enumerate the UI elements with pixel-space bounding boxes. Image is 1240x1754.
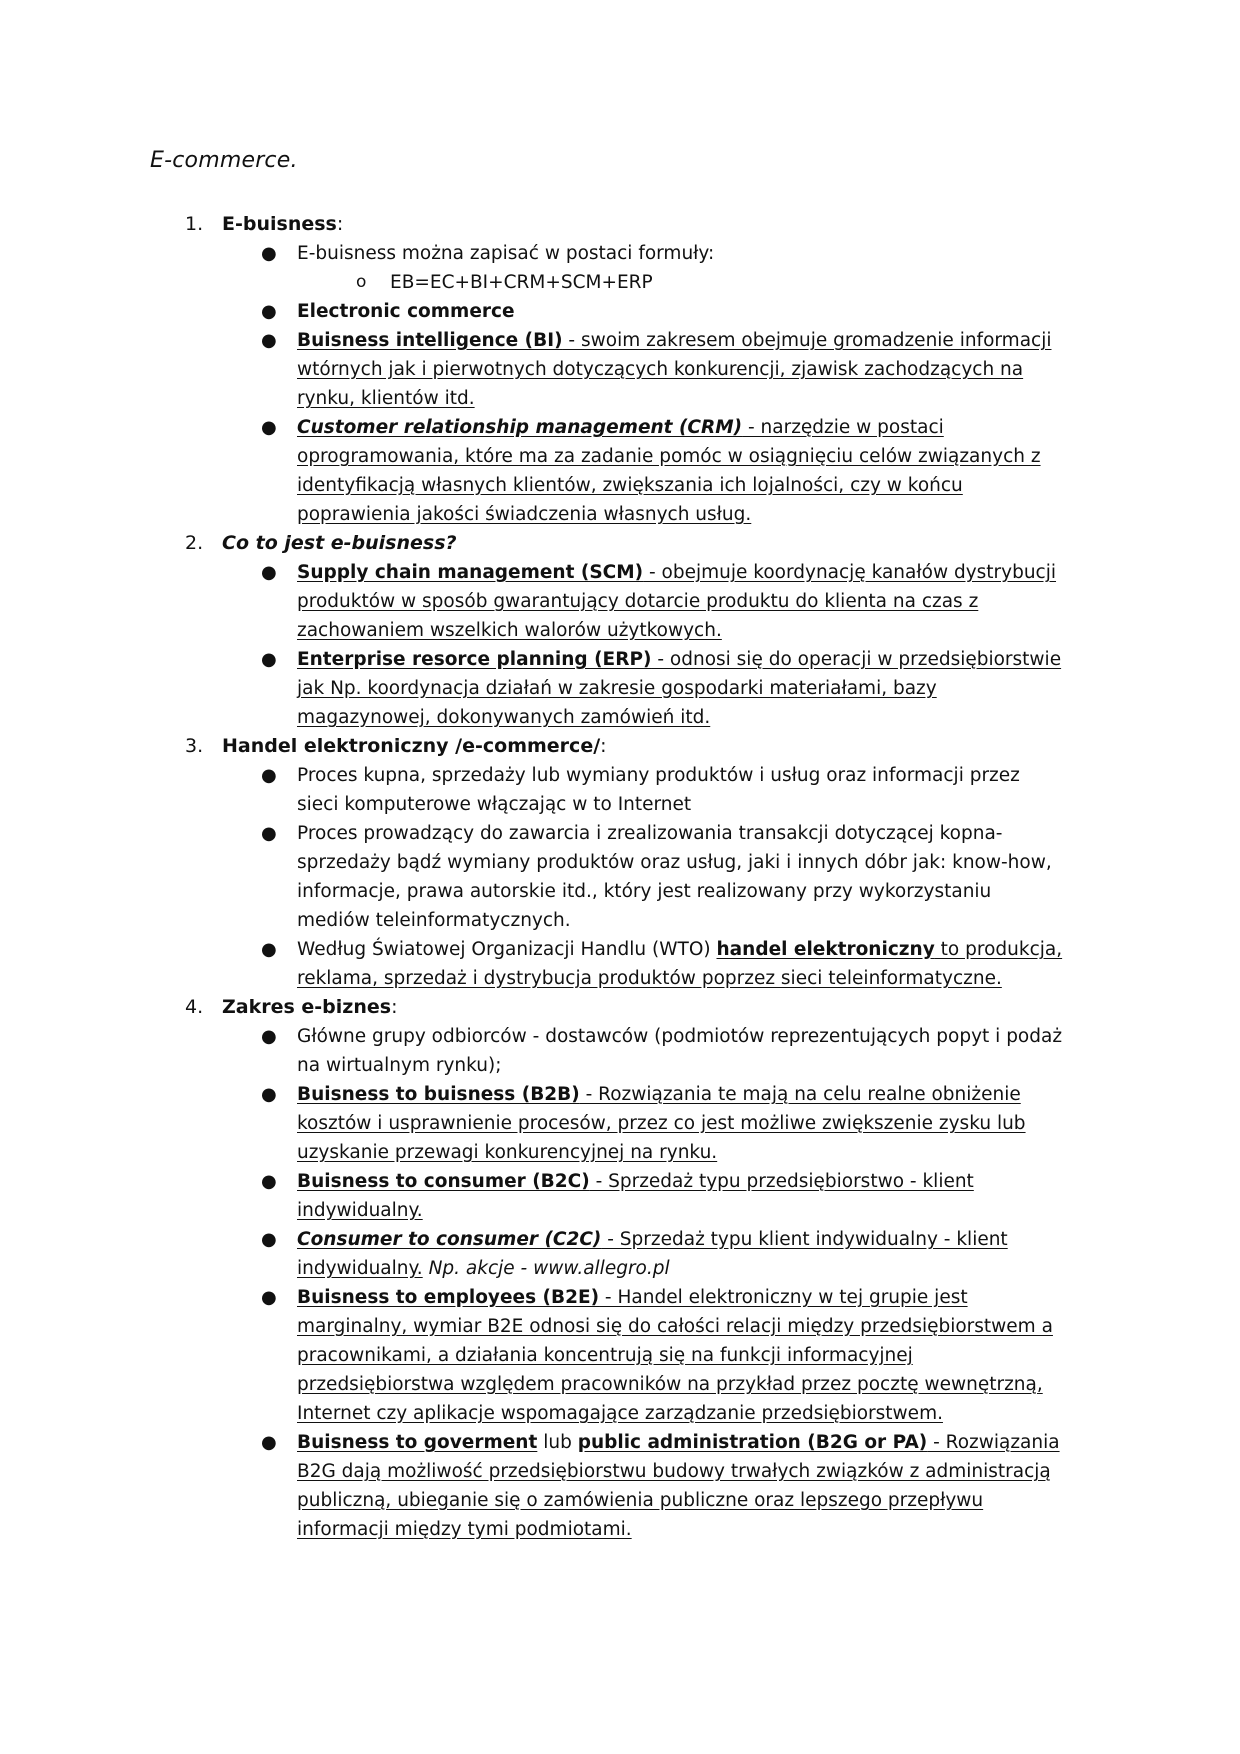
- item-text: - obejmuje koordynację kanałów dystrybucji produktów w sposób gwarantujący dotarcie produktu do klienta na czas z zachowaniem wszelkich walorów użytkowych.: [297, 562, 1057, 641]
- bullet-icon: ●: [261, 1432, 277, 1453]
- heading-suffix: :: [600, 735, 607, 757]
- item-term: public administration (B2G or PA): [577, 1432, 928, 1453]
- item-term: Customer relationship management (CRM): [297, 417, 743, 438]
- list-item: [261, 413, 1067, 529]
- list-item: [261, 819, 1067, 935]
- section-heading: [222, 732, 1240, 761]
- section-number: 4.: [185, 996, 204, 1018]
- item-example: Np. akcje - www.allegro.pl: [422, 1258, 670, 1279]
- heading-text: Handel elektroniczny /e-commerce/: [222, 735, 601, 757]
- heading-suffix: :: [391, 996, 398, 1018]
- bullet-icon: ●: [261, 562, 277, 583]
- section-number: 1.: [185, 213, 204, 235]
- item-text: Proces kupna, sprzedaży lub wymiany produktów i usług oraz informacji przez sieci komputerowe włączając w to Internet: [297, 765, 1020, 815]
- circle-bullet-icon: o: [356, 272, 367, 292]
- bullet-list: [0, 558, 1240, 732]
- bullet-icon: ●: [261, 939, 277, 960]
- section-heading: [222, 529, 1240, 558]
- bullet-icon: ●: [261, 330, 277, 351]
- item-text: - swoim zakresem obejmuje gromadzenie informacji wtórnych jak i pierwotnych dotyczących konkurencji, zjawisk zachodzących na rynku, klientów itd.: [297, 330, 1052, 409]
- bullet-icon: ●: [261, 417, 277, 438]
- item-text: - Rozwiązania B2G dają możliwość przedsiębiorstwu budowy trwałych związków z administracją publiczną, ubieganie się o zamówienia publiczne oraz lepszego przepływu informacji między tymi podmiotami.: [297, 1432, 1060, 1540]
- section-1: [0, 210, 1240, 529]
- bullet-list: [0, 239, 1240, 529]
- section-number: 2.: [185, 532, 204, 554]
- bullet-icon: ●: [261, 243, 277, 264]
- bullet-icon: ●: [261, 1084, 277, 1105]
- section-2: [0, 529, 1240, 732]
- numbered-outline: [0, 210, 1240, 1544]
- list-item: [261, 761, 1067, 819]
- item-term: Buisness to buisness (B2B): [297, 1084, 580, 1105]
- list-item: [261, 645, 1067, 732]
- bullet-icon: ●: [261, 649, 277, 670]
- list-item: [261, 1428, 1067, 1544]
- item-text: - narzędzie w postaci oprogramowania, które ma za zadanie pomóc w osiągnięciu celów związanych z identyfikacją własnych klientów, zwiększania ich lojalności, czy w końcu poprawienia jakości świadczenia własnych usług.: [297, 417, 1041, 525]
- formula-text: EB=EC+BI+CRM+SCM+ERP: [390, 272, 653, 293]
- item-text: lub: [537, 1432, 578, 1453]
- heading-text: Zakres e-biznes: [222, 996, 392, 1018]
- heading-text: E-buisness: [222, 213, 337, 235]
- item-text: - Sprzedaż typu klient indywidualny - klient indywidualny.: [297, 1229, 1008, 1279]
- bullet-icon: ●: [261, 823, 277, 844]
- item-text: Główne grupy odbiorców - dostawców (podmiotów reprezentujących popyt i podaż na wirtualnym rynku);: [297, 1026, 1063, 1076]
- item-text: - Rozwiązania te mają na celu realne obniżenie kosztów i usprawnienie procesów, przez co jest możliwe zwiększenie zysku lub uzyskanie przewagi konkurencyjnej na rynku.: [297, 1084, 1026, 1163]
- list-item: [261, 1167, 1067, 1225]
- item-text: E-buisness można zapisać w postaci formuły:: [297, 243, 715, 264]
- bullet-list: [0, 761, 1240, 993]
- item-term: Enterprise resorce planning (ERP): [297, 649, 652, 670]
- item-term: Supply chain management (SCM): [297, 562, 644, 583]
- section-4: [0, 993, 1240, 1544]
- item-term: Buisness intelligence (BI): [297, 330, 563, 351]
- bullet-icon: ●: [261, 301, 277, 322]
- bullet-icon: ●: [261, 765, 277, 786]
- bullet-icon: ●: [261, 1026, 277, 1047]
- sub-list-item: [356, 268, 1240, 297]
- list-item: [261, 239, 1067, 268]
- item-text: - odnosi się do operacji w przedsiębiorstwie jak Np. koordynacja działań w zakresie gospodarki materiałami, bazy magazynowej, dokonywanych zamówień itd.: [297, 649, 1062, 728]
- section-number: 3.: [185, 735, 204, 757]
- bullet-icon: ●: [261, 1229, 277, 1250]
- section-3: [0, 732, 1240, 993]
- item-term: Electronic commerce: [297, 301, 515, 322]
- heading-suffix: :: [336, 213, 344, 235]
- bullet-list: [0, 1022, 1240, 1544]
- list-item: [261, 326, 1067, 413]
- heading-text: Co to jest e-buisness?: [222, 532, 457, 554]
- list-item: [261, 297, 1067, 326]
- item-text: Według Światowej Organizacji Handlu (WTO): [297, 939, 717, 960]
- item-term: handel elektroniczny: [716, 939, 935, 960]
- list-item: [261, 1022, 1067, 1080]
- section-heading: [222, 993, 1240, 1022]
- item-term: Consumer to consumer (C2C): [297, 1229, 602, 1250]
- list-item: [261, 1283, 1067, 1428]
- item-term: Buisness to employees (B2E): [297, 1287, 600, 1308]
- list-item: [261, 1080, 1067, 1167]
- item-text: to produkcja, reklama, sprzedaż i dystrybucja produktów poprzez sieci teleinformatyczne.: [297, 939, 1063, 989]
- list-item: [261, 558, 1067, 645]
- bullet-icon: ●: [261, 1171, 277, 1192]
- item-term: Buisness to consumer (B2C): [297, 1171, 590, 1192]
- section-heading: [222, 210, 1240, 239]
- item-text: - Sprzedaż typu przedsiębiorstwo - klient indywidualny.: [297, 1171, 974, 1221]
- item-term: Buisness to goverment: [297, 1432, 538, 1453]
- item-text: - Handel elektroniczny w tej grupie jest marginalny, wymiar B2E odnosi się do całości relacji między przedsiębiorstwem a pracownikami, a działania koncentrują się na funkcji informacyjnej przedsiębiorstwa względem pracowników na przykład przez pocztę wewnętrzną, Internet czy aplikacje wspomagające zarządzanie przedsiębiorstwem.: [297, 1287, 1053, 1424]
- list-item: [261, 1225, 1067, 1283]
- document-title: E-commerce.: [150, 148, 298, 173]
- list-item: [261, 935, 1067, 993]
- bullet-icon: ●: [261, 1287, 277, 1308]
- item-text: Proces prowadzący do zawarcia i zrealizowania transakcji dotyczącej kopna-sprzedaży bądź wymiany produktów oraz usług, jaki i innych dóbr jak: know-how, informacje, prawa autorskie itd., który jest realizowany przy wykorzystaniu mediów teleinformatycznych.: [297, 823, 1052, 931]
